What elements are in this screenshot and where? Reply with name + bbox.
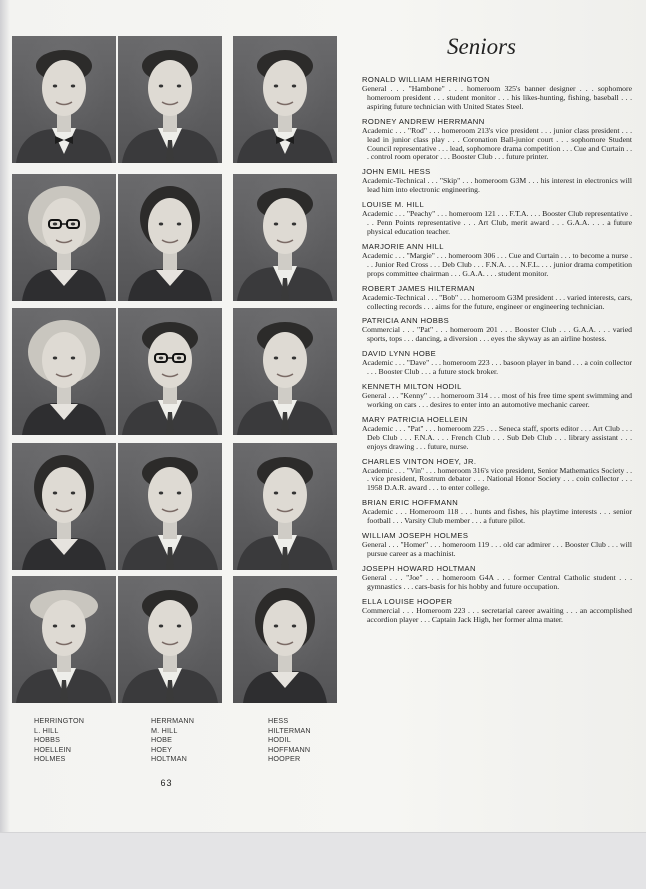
portrait-silhouette <box>118 36 222 163</box>
bio-name: RODNEY ANDREW HERRMANN <box>362 116 485 126</box>
bio-entry <box>362 498 632 526</box>
bio-text: Academic . . . "Rod" . . . homeroom 213's vice president . . . junior class president . . . lead in junior class play . . . Coronation Ball-junior court . . . sophomore Student Council representative . . . lead, sophomore drama competition . . . Cue and Curtain . . . control room operator . . . Booster Club . . . future printer. <box>362 125 632 162</box>
bio-entry <box>362 242 632 279</box>
portrait-silhouette <box>233 36 337 163</box>
bio-name: JOHN EMIL HESS <box>362 167 431 177</box>
bio-name: ELLA LOUISE HOOPER <box>362 596 453 606</box>
bio-entry <box>362 531 632 559</box>
bio-text: General . . . "Joe" . . . homeroom G4A . . . former Central Catholic student . . . gymnastics . . . cars-basis for his hobby and future occupation. <box>362 572 632 591</box>
bio-text: General . . . "Homer" . . . homeroom 119 . . . old car admirer . . . Booster Club . . . will pursue career as a machinist. <box>362 540 632 558</box>
bio-entry <box>362 564 632 592</box>
portrait-photo <box>233 174 337 301</box>
bio-text: Commercial . . . Homeroom 223 . . . secretarial career awaiting . . . an accomplished accordion player . . . Captain Jack High, her former alma mater. <box>362 605 632 624</box>
bio-name: CHARLES VINTON HOEY, JR. <box>362 456 477 466</box>
bio-entry <box>362 75 632 112</box>
portrait-silhouette <box>233 308 337 435</box>
portrait-photo <box>233 576 337 703</box>
caption-column-3 <box>268 716 311 764</box>
bio-text: Academic . . . "Margie" . . . homeroom 306 . . . Cue and Curtain . . . to become a nurse . . . Junior Red Cross . . . Deb Club . . . F.N.A. . . . N.F.L. . . . junior drama competition props committee chairman . . . G.A.A. . . . student monitor. <box>362 250 633 278</box>
bio-text: Academic . . . "Peachy" . . . homeroom 121 . . . F.T.A. . . . Booster Club representative . . . Penn Points representative . . . Art Club, merit award . . . G.A.A. . . . a future physical education teacher. <box>362 209 632 236</box>
bio-entry <box>362 349 632 377</box>
bio-entry <box>362 200 632 237</box>
bio-entry <box>362 457 632 494</box>
portrait-photo <box>233 36 337 163</box>
bio-text: Academic-Technical . . . "Bob" . . . homeroom G3M president . . . varied interests, cars, collecting records . . . aims for the future, engineer or engineering technician. <box>362 292 632 311</box>
bio-name: RONALD WILLIAM HERRINGTON <box>362 75 490 84</box>
bio-name: MARJORIE ANN HILL <box>362 241 444 251</box>
portrait-grid <box>12 36 345 708</box>
portrait-photo <box>12 174 116 301</box>
caption-name: HOBE <box>151 735 173 745</box>
bio-entry <box>362 415 632 452</box>
portrait-photo <box>12 308 116 435</box>
portrait-silhouette <box>12 36 116 163</box>
caption-name: HERRINGTON <box>34 716 85 725</box>
bio-list <box>362 75 632 630</box>
caption-name: HOLMES <box>34 754 66 764</box>
page-title: Seniors <box>447 34 516 59</box>
bio-entry <box>362 117 632 163</box>
caption-name: HERRMANN <box>151 716 195 725</box>
portrait-silhouette <box>12 308 116 435</box>
page-number: 63 <box>160 778 173 788</box>
caption-name: HOEY <box>151 744 173 754</box>
bio-name: KENNETH MILTON HODIL <box>362 382 462 392</box>
bio-name: BRIAN ERIC HOFFMANN <box>362 498 459 508</box>
bio-name: JOSEPH HOWARD HOLTMAN <box>362 563 476 573</box>
bio-entry <box>362 316 632 344</box>
caption-name: HOBBS <box>34 735 61 745</box>
portrait-photo <box>118 174 222 301</box>
bio-name: DAVID LYNN HOBE <box>362 349 437 359</box>
portrait-photo <box>12 576 116 703</box>
bio-entry <box>362 284 632 312</box>
caption-name: M. HILL <box>151 725 178 735</box>
bio-name: MARY PATRICIA HOELLEIN <box>362 414 468 424</box>
portrait-silhouette <box>233 576 337 703</box>
bio-text: Academic . . . "Dave" . . . homeroom 223 . . . basoon player in band . . . a coin collector . . . Booster Club . . . a future stock broker. <box>362 358 632 377</box>
portrait-silhouette <box>118 174 222 301</box>
caption-name: HILTERMAN <box>268 725 311 735</box>
caption-name: HOFFMANN <box>268 744 311 754</box>
bio-text: General . . . "Kenny" . . . homeroom 314 . . . most of his free time spent swimming and working on cars . . . desires to enter into an automotive mechanic career. <box>362 391 632 409</box>
portrait-photo <box>12 443 116 570</box>
bio-text: Academic . . . "Vin" . . . homeroom 316's vice president, Senior Mathematics Society . . . vice president, Rostrum debator . . . National Honor Society . . . coin collector . . . 1958 D.A.R. award . . . to enter college. <box>362 465 632 493</box>
portrait-silhouette <box>12 174 116 301</box>
portrait-silhouette <box>118 308 222 435</box>
bio-text: Academic . . . "Pat" . . . homeroom 225 . . . Seneca staff, sports editor . . . Art Club . . . Deb Club . . . F.N.A. . . . French Club . . . Sub Deb Club . . . library assistant . . . enjoys drawing . . . future, nurse. <box>362 423 632 451</box>
bio-name: PATRICIA ANN HOBBS <box>362 316 450 326</box>
bio-text: General . . . "Hambone" . . . homeroom 325's banner designer . . . sophomore homeroom president . . . student monitor . . . his likes-hunting, fishing, baseball . . . aspiring future technician with United States Steel. <box>362 84 632 111</box>
portrait-silhouette <box>118 576 222 703</box>
bio-entry <box>362 167 632 195</box>
caption-name: HESS <box>268 716 289 725</box>
bio-text: Commercial . . . "Pat" . . . homeroom 201 . . . Booster Club . . . G.A.A. . . . varied sports, tops . . . dancing, a diversion . . . eyes the skyway as an airline hostess. <box>362 325 632 344</box>
caption-column-2 <box>151 716 194 764</box>
bio-name: ROBERT JAMES HILTERMAN <box>362 283 476 293</box>
portrait-silhouette <box>233 174 337 301</box>
portrait-silhouette <box>233 443 337 570</box>
scan-bottom-margin <box>0 832 646 889</box>
portrait-photo <box>233 443 337 570</box>
bio-entry <box>362 382 632 410</box>
portrait-silhouette <box>12 576 116 703</box>
portrait-photo <box>118 443 222 570</box>
portrait-silhouette <box>118 443 222 570</box>
bio-name: LOUISE M. HILL <box>362 200 425 210</box>
bio-text: Academic-Technical . . . "Skip" . . . homeroom G3M . . . his interest in electronics will lead him into electronic engineering. <box>362 176 632 195</box>
caption-name: HODIL <box>268 735 291 745</box>
caption-name: L. HILL <box>34 725 59 735</box>
portrait-photo <box>118 36 222 163</box>
caption-name: HOOPER <box>268 754 301 764</box>
caption-name: HOLTMAN <box>151 754 188 764</box>
caption-name: HOELLEIN <box>34 744 72 754</box>
portrait-photo <box>118 576 222 703</box>
portrait-photo <box>233 308 337 435</box>
portrait-photo <box>118 308 222 435</box>
portrait-silhouette <box>12 443 116 570</box>
caption-column-1 <box>34 716 84 764</box>
bio-entry <box>362 597 632 625</box>
portrait-photo <box>12 36 116 163</box>
bio-name: WILLIAM JOSEPH HOLMES <box>362 531 469 541</box>
bio-text: Academic . . . Homeroom 118 . . . hunts and fishes, his playtime interests . . . senior football . . . Varsity Club member . . . a future pilot. <box>362 507 632 526</box>
